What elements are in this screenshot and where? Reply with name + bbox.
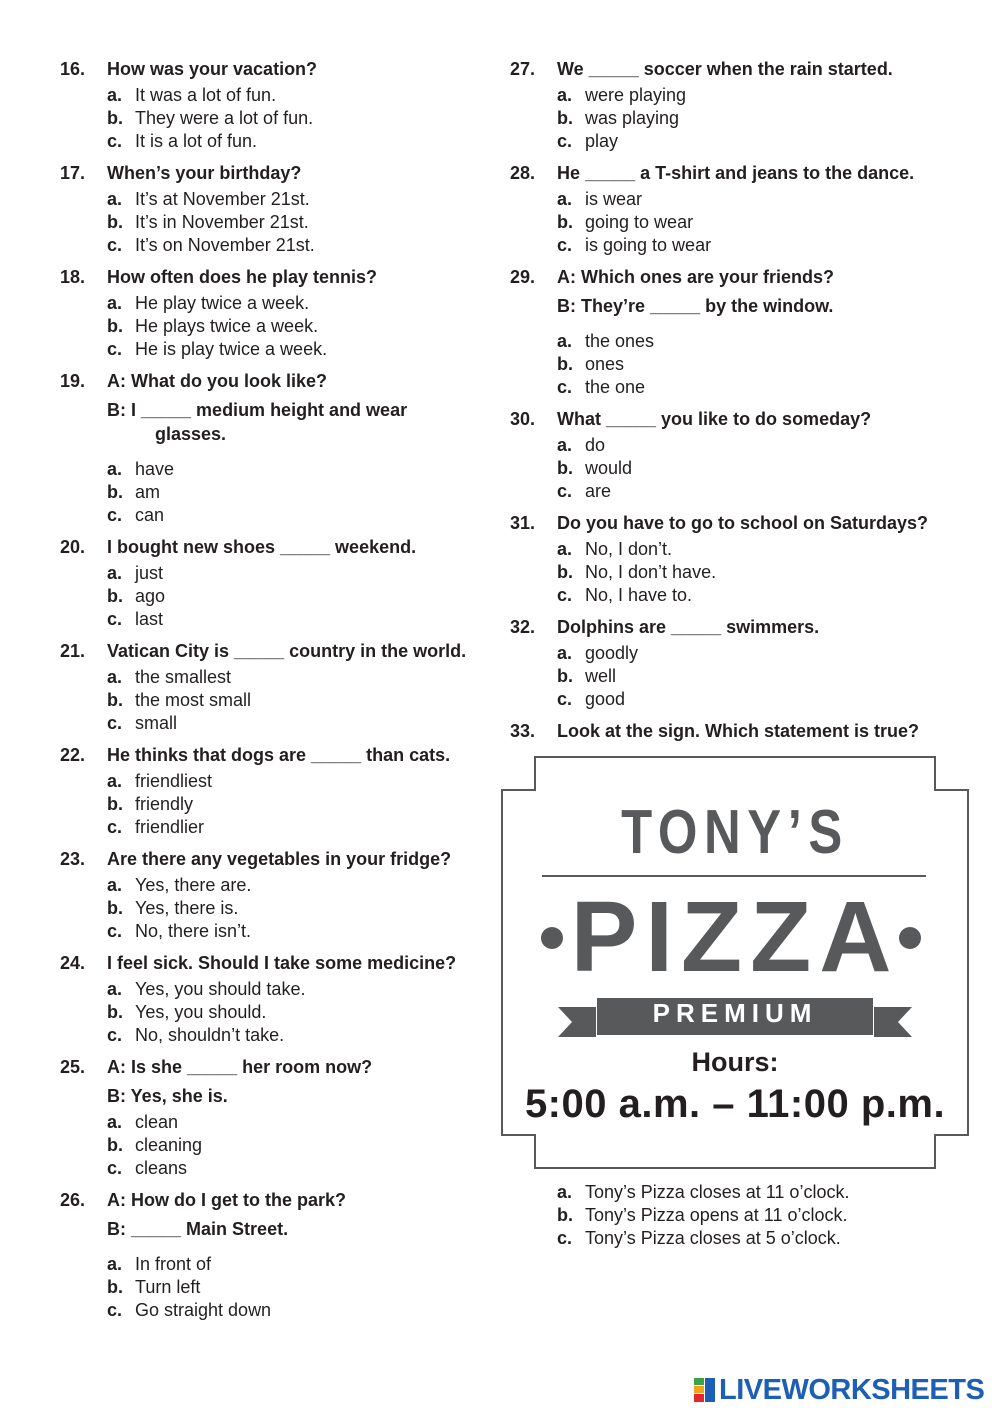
question-item bbox=[60, 952, 490, 1047]
option-list bbox=[107, 292, 490, 361]
option[interactable] bbox=[557, 130, 980, 153]
question-line bbox=[510, 162, 980, 185]
question-number: 30. bbox=[510, 409, 536, 429]
option-list bbox=[107, 874, 490, 943]
option-letter: a. bbox=[557, 539, 573, 559]
option[interactable] bbox=[107, 1276, 490, 1299]
option-text: In front of bbox=[135, 1254, 212, 1274]
option[interactable] bbox=[107, 874, 490, 897]
question-text: I bought new shoes _____ weekend. bbox=[107, 537, 417, 557]
question-text: We _____ soccer when the rain started. bbox=[557, 59, 893, 79]
option[interactable] bbox=[557, 84, 980, 107]
option-letter: a. bbox=[557, 1182, 573, 1202]
option[interactable] bbox=[107, 712, 490, 735]
option-letter: b. bbox=[107, 108, 123, 128]
option[interactable] bbox=[107, 292, 490, 315]
option-text: the ones bbox=[585, 331, 655, 351]
option-letter: a. bbox=[557, 85, 573, 105]
right-question-column bbox=[510, 58, 980, 752]
option[interactable] bbox=[557, 642, 980, 665]
option-text: is wear bbox=[585, 189, 643, 209]
option[interactable] bbox=[557, 480, 980, 503]
option[interactable] bbox=[107, 188, 490, 211]
question-line bbox=[60, 58, 490, 81]
option-text: good bbox=[585, 689, 626, 709]
option-text: Tony’s Pizza closes at 5 o’clock. bbox=[585, 1228, 841, 1248]
option-letter: a. bbox=[557, 643, 573, 663]
option[interactable] bbox=[557, 1181, 977, 1204]
option-text: do bbox=[585, 435, 606, 455]
option-text: Tony’s Pizza closes at 11 o’clock. bbox=[585, 1182, 850, 1202]
option[interactable] bbox=[107, 234, 490, 257]
option-list bbox=[557, 434, 980, 503]
option-letter: c. bbox=[107, 921, 123, 941]
option[interactable] bbox=[107, 211, 490, 234]
question-text: He thinks that dogs are _____ than cats. bbox=[107, 745, 451, 765]
question-line bbox=[510, 266, 980, 289]
option-text: friendliest bbox=[135, 771, 213, 791]
option-letter: c. bbox=[557, 481, 573, 501]
sign-hours-label: Hours: bbox=[691, 1047, 779, 1077]
option-letter: a. bbox=[557, 189, 573, 209]
option-letter: c. bbox=[107, 713, 123, 733]
question-number: 27. bbox=[510, 59, 536, 79]
option-list bbox=[557, 84, 980, 153]
option-text: ago bbox=[135, 586, 166, 606]
question-item bbox=[510, 162, 980, 257]
question-text: How was your vacation? bbox=[107, 59, 318, 79]
option-letter: c. bbox=[107, 1300, 123, 1320]
option-letter: c. bbox=[107, 131, 123, 151]
option[interactable] bbox=[107, 608, 490, 631]
option[interactable] bbox=[557, 1227, 977, 1250]
option-text: Turn left bbox=[135, 1277, 201, 1297]
option[interactable] bbox=[557, 330, 980, 353]
option[interactable] bbox=[107, 770, 490, 793]
question-text: Are there any vegetables in your fridge? bbox=[107, 849, 452, 869]
option-list bbox=[107, 188, 490, 257]
option-text: can bbox=[135, 505, 165, 525]
liveworksheets-logo bbox=[693, 1374, 984, 1406]
option[interactable] bbox=[557, 107, 980, 130]
option[interactable] bbox=[107, 1157, 490, 1180]
option[interactable] bbox=[107, 793, 490, 816]
question-line bbox=[510, 512, 980, 535]
sign-main-word: PIZZA bbox=[570, 881, 900, 993]
question-item bbox=[510, 58, 980, 153]
option-text: are bbox=[585, 481, 612, 501]
option-text: am bbox=[135, 482, 161, 502]
option-letter: b. bbox=[107, 482, 123, 502]
option[interactable] bbox=[557, 211, 980, 234]
option[interactable] bbox=[107, 1253, 490, 1276]
brand-text: LIVEWORKSHEETS bbox=[719, 1373, 985, 1406]
question-text: How often does he play tennis? bbox=[107, 267, 378, 287]
sign-name: TONY’S bbox=[621, 798, 849, 867]
question-subline bbox=[107, 398, 490, 446]
option[interactable] bbox=[557, 434, 980, 457]
option-letter: b. bbox=[557, 1205, 573, 1225]
option-letter: b. bbox=[107, 1135, 123, 1155]
option-text: It is a lot of fun. bbox=[135, 131, 258, 151]
option-list bbox=[107, 1253, 490, 1322]
option-list bbox=[557, 642, 980, 711]
question-item bbox=[60, 744, 490, 839]
option-text: clean bbox=[135, 1112, 179, 1132]
option[interactable] bbox=[107, 978, 490, 1001]
option-list bbox=[107, 666, 490, 735]
option[interactable] bbox=[557, 234, 980, 257]
question-text: Vatican City is _____ country in the world. bbox=[107, 641, 467, 661]
option-letter: a. bbox=[557, 435, 573, 455]
option[interactable] bbox=[107, 666, 490, 689]
option-text: He plays twice a week. bbox=[135, 316, 319, 336]
option[interactable] bbox=[107, 107, 490, 130]
question-line bbox=[60, 1189, 490, 1212]
option-text: It’s at November 21st. bbox=[135, 189, 310, 209]
option-letter: c. bbox=[557, 235, 573, 255]
sign-banner-text: PREMIUM bbox=[652, 998, 818, 1028]
option-text: goodly bbox=[585, 643, 639, 663]
option-text: was playing bbox=[585, 108, 680, 128]
option-text: No, I have to. bbox=[585, 585, 693, 605]
question-line bbox=[510, 720, 980, 743]
option-letter: a. bbox=[107, 1254, 123, 1274]
option-text: last bbox=[135, 609, 164, 629]
option-text: It was a lot of fun. bbox=[135, 85, 277, 105]
question-text: A: What do you look like? bbox=[107, 371, 327, 391]
option-list bbox=[107, 84, 490, 153]
option-text: It’s on November 21st. bbox=[135, 235, 315, 255]
option[interactable] bbox=[107, 130, 490, 153]
option-letter: b. bbox=[557, 666, 573, 686]
option[interactable] bbox=[107, 1134, 490, 1157]
question-item bbox=[60, 848, 490, 943]
option-letter: a. bbox=[107, 667, 123, 687]
question-number: 29. bbox=[510, 267, 536, 287]
question-item bbox=[510, 720, 980, 743]
question-text: He _____ a T-shirt and jeans to the dance. bbox=[557, 163, 915, 183]
option[interactable] bbox=[107, 897, 490, 920]
question-item bbox=[60, 58, 490, 153]
option-letter: c. bbox=[107, 235, 123, 255]
option-text: the smallest bbox=[135, 667, 232, 687]
option-list bbox=[107, 562, 490, 631]
option-text: the one bbox=[585, 377, 646, 397]
option[interactable] bbox=[557, 376, 980, 399]
option-text: the most small bbox=[135, 690, 252, 710]
question-line bbox=[60, 162, 490, 185]
option-letter: a. bbox=[557, 331, 573, 351]
option-text: It’s in November 21st. bbox=[135, 212, 309, 232]
question-number: 19. bbox=[60, 371, 86, 391]
option[interactable] bbox=[557, 665, 980, 688]
pizza-sign bbox=[500, 755, 970, 1170]
question-number: 26. bbox=[60, 1190, 86, 1210]
option-letter: a. bbox=[107, 979, 123, 999]
subline-text: B: Yes, she is. bbox=[107, 1086, 228, 1106]
option-text: Yes, there is. bbox=[135, 898, 239, 918]
option-text: Yes, there are. bbox=[135, 875, 252, 895]
option[interactable] bbox=[557, 584, 980, 607]
question-text: When’s your birthday? bbox=[107, 163, 302, 183]
question-number: 18. bbox=[60, 267, 86, 287]
option-text: play bbox=[585, 131, 619, 151]
option-text: well bbox=[585, 666, 617, 686]
question-item bbox=[510, 408, 980, 503]
option-text: Yes, you should take. bbox=[135, 979, 306, 999]
option-letter: a. bbox=[107, 459, 123, 479]
option-letter: a. bbox=[107, 875, 123, 895]
option-letter: b. bbox=[107, 586, 123, 606]
option[interactable] bbox=[557, 538, 980, 561]
option-text: Tony’s Pizza opens at 11 o’clock. bbox=[585, 1205, 848, 1225]
option-text: going to wear bbox=[585, 212, 694, 232]
option-text: ones bbox=[585, 354, 625, 374]
sign-hours: 5:00 a.m. – 11:00 p.m. bbox=[524, 1082, 946, 1126]
option-letter: c. bbox=[107, 505, 123, 525]
option-text: cleans bbox=[135, 1158, 188, 1178]
question-number: 22. bbox=[60, 745, 86, 765]
option-letter: c. bbox=[557, 689, 573, 709]
option-letter: b. bbox=[557, 108, 573, 128]
option[interactable] bbox=[557, 1204, 977, 1227]
option-letter: c. bbox=[107, 339, 123, 359]
option-letter: c. bbox=[107, 1025, 123, 1045]
left-question-column bbox=[60, 58, 490, 1331]
option[interactable] bbox=[107, 315, 490, 338]
question-number: 33. bbox=[510, 721, 536, 741]
question-number: 23. bbox=[60, 849, 86, 869]
option-letter: a. bbox=[107, 563, 123, 583]
option-text: Yes, you should. bbox=[135, 1002, 267, 1022]
option-text: No, I don’t have. bbox=[585, 562, 717, 582]
option[interactable] bbox=[107, 562, 490, 585]
option-text: friendly bbox=[135, 794, 194, 814]
option-letter: b. bbox=[557, 354, 573, 374]
question-subline bbox=[557, 294, 980, 318]
option-text: have bbox=[135, 459, 175, 479]
option[interactable] bbox=[107, 1024, 490, 1047]
question-line bbox=[60, 370, 490, 393]
question-line bbox=[510, 616, 980, 639]
question-number: 20. bbox=[60, 537, 86, 557]
option[interactable] bbox=[107, 1111, 490, 1134]
option-letter: a. bbox=[107, 1112, 123, 1132]
option-text: No, I don’t. bbox=[585, 539, 673, 559]
option-text: He is play twice a week. bbox=[135, 339, 328, 359]
option-list bbox=[557, 538, 980, 607]
option-text: small bbox=[135, 713, 178, 733]
question-item bbox=[60, 162, 490, 257]
question-text: Look at the sign. Which statement is true? bbox=[557, 721, 920, 741]
question-number: 31. bbox=[510, 513, 536, 533]
option-letter: b. bbox=[107, 1002, 123, 1022]
question-item bbox=[60, 640, 490, 735]
option[interactable] bbox=[557, 457, 980, 480]
question-number: 24. bbox=[60, 953, 86, 973]
option-text: No, shouldn’t take. bbox=[135, 1025, 285, 1045]
question-item bbox=[60, 536, 490, 631]
option-letter: c. bbox=[557, 1228, 573, 1248]
question-item bbox=[510, 266, 980, 399]
question-text: A: How do I get to the park? bbox=[107, 1190, 346, 1210]
question-text: Dolphins are _____ swimmers. bbox=[557, 617, 820, 637]
question-item bbox=[510, 616, 980, 711]
option-letter: b. bbox=[557, 212, 573, 232]
option-letter: b. bbox=[107, 1277, 123, 1297]
option[interactable] bbox=[107, 481, 490, 504]
option-text: were playing bbox=[585, 85, 687, 105]
option-text: friendlier bbox=[135, 817, 205, 837]
option-letter: c. bbox=[557, 131, 573, 151]
option-letter: b. bbox=[107, 898, 123, 918]
option[interactable] bbox=[557, 353, 980, 376]
option[interactable] bbox=[557, 688, 980, 711]
question-line bbox=[60, 848, 490, 871]
question-line bbox=[60, 744, 490, 767]
subline-text: B: They’re _____ by the window. bbox=[557, 296, 834, 316]
question-number: 28. bbox=[510, 163, 536, 183]
question-line bbox=[510, 58, 980, 81]
question-number: 17. bbox=[60, 163, 86, 183]
option[interactable] bbox=[107, 689, 490, 712]
option[interactable] bbox=[557, 561, 980, 584]
option-letter: a. bbox=[107, 293, 123, 313]
option-letter: a. bbox=[107, 85, 123, 105]
question-item bbox=[510, 512, 980, 607]
question-item bbox=[60, 370, 490, 527]
question-text: A: Which ones are your friends? bbox=[557, 267, 835, 287]
question-number: 21. bbox=[60, 641, 86, 661]
question-text: A: Is she _____ her room now? bbox=[107, 1057, 373, 1077]
option-list bbox=[107, 458, 490, 527]
option[interactable] bbox=[557, 188, 980, 211]
subline-text: B: _____ Main Street. bbox=[107, 1219, 289, 1239]
option-letter: b. bbox=[107, 690, 123, 710]
option-text: No, there isn’t. bbox=[135, 921, 252, 941]
liveworksheets-icon bbox=[693, 1377, 717, 1403]
option-letter: a. bbox=[107, 771, 123, 791]
question-line bbox=[60, 952, 490, 975]
option[interactable] bbox=[107, 585, 490, 608]
question-line bbox=[60, 266, 490, 289]
question-number: 32. bbox=[510, 617, 536, 637]
option-letter: b. bbox=[557, 562, 573, 582]
option-text: They were a lot of fun. bbox=[135, 108, 314, 128]
option[interactable] bbox=[107, 1299, 490, 1322]
question-text: I feel sick. Should I take some medicine? bbox=[107, 953, 457, 973]
question-subline bbox=[107, 1217, 490, 1241]
option-letter: b. bbox=[107, 794, 123, 814]
question-text: What _____ you like to do someday? bbox=[557, 409, 872, 429]
option-letter: c. bbox=[557, 377, 573, 397]
subline-continuation: glasses. bbox=[155, 424, 227, 444]
option-text: He play twice a week. bbox=[135, 293, 310, 313]
option[interactable] bbox=[107, 458, 490, 481]
option-text: is going to wear bbox=[585, 235, 712, 255]
option[interactable] bbox=[107, 84, 490, 107]
option-list bbox=[557, 330, 980, 399]
question-item bbox=[60, 1056, 490, 1180]
option-letter: a. bbox=[107, 189, 123, 209]
option-list bbox=[107, 978, 490, 1047]
option[interactable] bbox=[107, 920, 490, 943]
option-letter: c. bbox=[557, 585, 573, 605]
option-letter: b. bbox=[107, 212, 123, 232]
option[interactable] bbox=[107, 338, 490, 361]
option[interactable] bbox=[107, 1001, 490, 1024]
option[interactable] bbox=[107, 504, 490, 527]
question-text: Do you have to go to school on Saturdays? bbox=[557, 513, 929, 533]
option-text: just bbox=[135, 563, 164, 583]
question-line bbox=[510, 408, 980, 431]
option-list bbox=[557, 188, 980, 257]
option-letter: c. bbox=[107, 609, 123, 629]
option-list bbox=[107, 770, 490, 839]
question-number: 25. bbox=[60, 1057, 86, 1077]
question-item bbox=[60, 1189, 490, 1322]
question-subline bbox=[107, 1084, 490, 1108]
option-text: would bbox=[585, 458, 633, 478]
question-line bbox=[60, 1056, 490, 1079]
question-number: 16. bbox=[60, 59, 86, 79]
q33-options bbox=[557, 1181, 977, 1250]
option-text: cleaning bbox=[135, 1135, 203, 1155]
question-line bbox=[60, 536, 490, 559]
option[interactable] bbox=[107, 816, 490, 839]
option-letter: c. bbox=[107, 1158, 123, 1178]
subline-text: B: I _____ medium height and wear bbox=[107, 400, 408, 420]
option-list bbox=[107, 1111, 490, 1180]
option-letter: b. bbox=[557, 458, 573, 478]
option-letter: b. bbox=[107, 316, 123, 336]
option-text: Go straight down bbox=[135, 1300, 272, 1320]
question-item bbox=[60, 266, 490, 361]
option-letter: c. bbox=[107, 817, 123, 837]
question-line bbox=[60, 640, 490, 663]
